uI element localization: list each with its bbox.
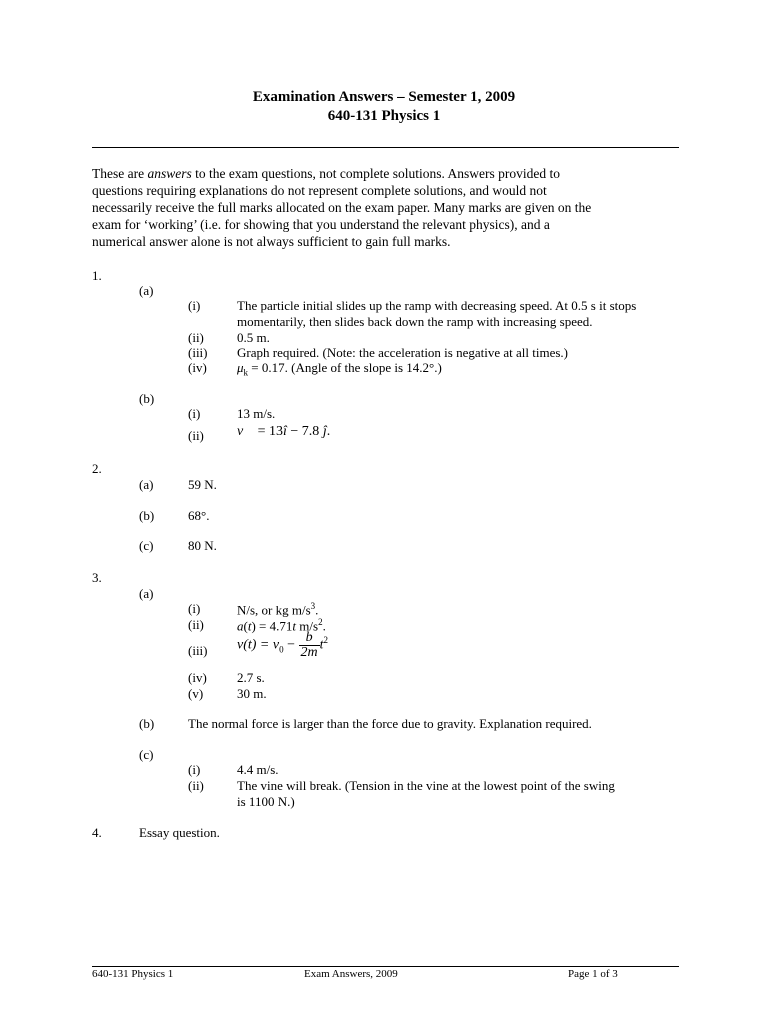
intro-line-2: questions requiring explanations do not represent complete solutions, and would not	[92, 183, 547, 198]
q1b-ii-label: (ii)	[188, 428, 204, 443]
q3a-ii-end: .	[322, 618, 326, 634]
intro-line-4: exam for ‘working’ (i.e. for showing that you understand the relevant physics), and a	[92, 217, 550, 232]
fraction-numerator: b	[299, 631, 320, 646]
q1a-ii-label: (ii)	[188, 330, 204, 345]
q1-part-a-label: (a)	[139, 283, 154, 298]
intro-line-5: numerical answer alone is not always sufficient to gain full marks.	[92, 234, 451, 249]
q3a-v-answer: 30 m.	[237, 686, 267, 701]
q3c-i-answer: 4.4 m/s.	[237, 762, 279, 777]
minus-sign: −	[283, 637, 299, 653]
intro-text: to the exam questions, not complete solutions. Answers provided to	[191, 166, 560, 181]
paren: (	[243, 618, 248, 634]
q1a-iv-text: = 0.17. (Angle of the slope is 14.2°.)	[248, 360, 442, 375]
time-symbol: t	[292, 618, 297, 634]
q1a-i-label: (i)	[188, 298, 201, 313]
q1-part-b-label: (b)	[139, 391, 155, 406]
course-title: 640-131 Physics 1	[327, 108, 441, 124]
q3c-i-label: (i)	[188, 762, 201, 777]
footer-rule	[92, 966, 679, 967]
q3a-i-label: (i)	[188, 601, 201, 616]
q3b-answer: The normal force is larger than the force due to gravity. Explanation required.	[188, 716, 592, 731]
q1b-i-answer: 13 m/s.	[237, 406, 276, 421]
accel-symbol: a	[237, 618, 244, 634]
q3a-ii-unit: m/s	[296, 618, 319, 634]
fraction-denominator: 2m	[300, 645, 318, 660]
q1a-iii-label: (iii)	[188, 345, 208, 360]
q2-part-c-label: (c)	[139, 538, 154, 553]
footer-page-number: Page 1 of 3	[568, 968, 618, 980]
intro-paragraph	[92, 165, 682, 250]
q3a-iv-answer: 2.7 s.	[237, 670, 265, 685]
q1a-iv-answer	[237, 360, 442, 378]
q3a-iv-label: (iv)	[188, 670, 207, 685]
q3a-ii-label: (ii)	[188, 617, 204, 632]
q4-answer: Essay question.	[139, 825, 220, 840]
unit-vector-j: ĵ	[322, 424, 327, 439]
q2b-answer: 68°.	[188, 508, 210, 523]
q3c-ii-answer-line2: is 1100 N.)	[237, 794, 295, 809]
q1a-i-answer-line1: The particle initial slides up the ramp with decreasing speed. At 0.5 s it stops	[237, 298, 637, 313]
q1a-i-answer-line2: momentarily, then slides back down the ramp with increasing speed.	[237, 314, 593, 329]
question-3-number: 3.	[92, 570, 102, 585]
q3-part-c-label: (c)	[139, 747, 154, 762]
mu-subscript: k	[243, 367, 249, 378]
q3a-i-end: .	[315, 602, 319, 618]
q3c-ii-answer-line1: The vine will break. (Tension in the vine at the lowest point of the swing	[237, 778, 615, 793]
q2-part-a-label: (a)	[139, 477, 154, 492]
fraction-b-over-2m	[299, 631, 320, 660]
q3-part-a-label: (a)	[139, 586, 154, 601]
q1b-ii-end: .	[326, 424, 331, 439]
q3a-ii-value: ) = 4.71	[251, 618, 293, 634]
q3a-iii-answer	[237, 631, 328, 660]
q1a-ii-answer: 0.5 m.	[237, 330, 270, 345]
intro-line-3: necessarily receive the full marks allocated on the exam paper. Many marks are given on the	[92, 200, 592, 215]
q3c-ii-label: (ii)	[188, 778, 204, 793]
q2a-answer: 59 N.	[188, 477, 217, 492]
q3a-i-text: N/s, or kg m/s	[237, 602, 311, 618]
q2c-answer: 80 N.	[188, 538, 217, 553]
footer-title: Exam Answers, 2009	[304, 968, 398, 980]
q2-part-b-label: (b)	[139, 508, 155, 523]
q3a-v-label: (v)	[188, 686, 204, 701]
header-rule	[92, 147, 679, 148]
q1b-i-label: (i)	[188, 406, 201, 421]
footer-course: 640-131 Physics 1	[92, 968, 174, 980]
q1a-iii-answer: Graph required. (Note: the acceleration is negative at all times.)	[237, 345, 568, 360]
t-exponent: 2	[323, 635, 329, 646]
question-2-number: 2.	[92, 461, 102, 476]
question-1-number: 1.	[92, 268, 102, 283]
unit-vector-i: î	[283, 424, 287, 439]
time-symbol: t	[319, 637, 324, 653]
q1a-iv-label: (iv)	[188, 360, 207, 375]
q3a-ii-exponent: 2	[318, 617, 323, 627]
q3a-iii-label: (iii)	[188, 643, 208, 658]
question-4-number: 4.	[92, 825, 102, 840]
time-symbol: t	[247, 618, 252, 634]
intro-text: These are	[92, 166, 148, 181]
velocity-vector: v⃗	[237, 424, 255, 439]
q1b-ii-minus: − 7.8	[286, 424, 323, 439]
page-title: Examination Answers – Semester 1, 2009	[252, 89, 516, 105]
q3a-i-answer	[237, 601, 318, 618]
q3-part-b-label: (b)	[139, 716, 155, 731]
velocity-expression: v(t) = v	[237, 637, 280, 653]
intro-emphasis: answers	[147, 166, 192, 181]
v0-subscript: 0	[279, 644, 284, 655]
intro-line-1	[92, 165, 682, 182]
mu-symbol: μ	[237, 360, 244, 375]
q1b-ii-answer	[237, 424, 330, 440]
q1b-ii-eq: = 13	[254, 424, 284, 439]
q3a-i-exponent: 3	[310, 601, 316, 611]
